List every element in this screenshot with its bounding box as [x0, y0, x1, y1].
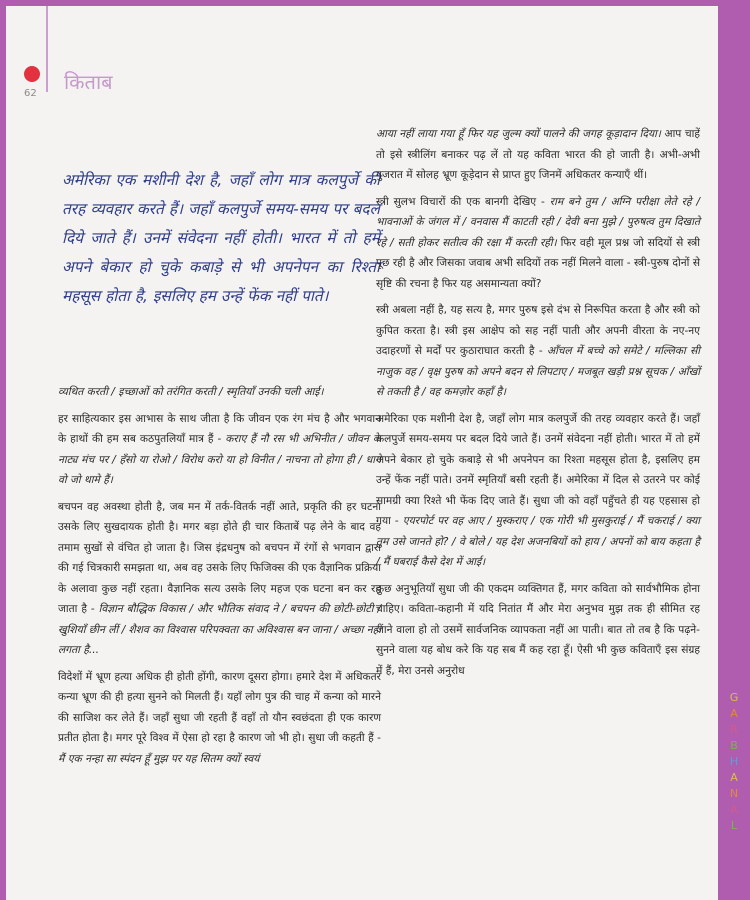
brand-letter: H [729, 755, 741, 768]
poem-excerpt: एयरपोर्ट पर वह आए / मुस्कराए / एक गोरी भी मुसकुराई / मैं चकराई / क्या तुम उसे जानते हो? / वे बोले / यह देश अजनबियों को हाय / अपनों को बाय कहता है / मैं घबराई कैसे देश में आई। [376, 515, 700, 568]
paragraph [376, 192, 700, 295]
paragraph [58, 382, 381, 403]
body-text: अमेरिका एक मशीनी देश है, जहाँ लोग मात्र कलपुर्जे की तरह व्यवहार करते हैं। जहाँ कलपुर्जे समय-समय पर बदल दिये जाते हैं। उनमें संवेदना नहीं होती। भारत में तो हमें अपने बेकार हो चुके कबाड़े से भी अपनेपन का रिश्ता महसूस होता है, इसलिए हम उन्हें फेंक नहीं पाते। उनमें स्मृतियाँ बसी रहती हैं। अमेरिका में दिल से उतरने पर कोई सामग्री क्या रिश्ते भी फेंक दिए जाते हैं। सुधा जी को वहाँ पहुँचते ही यह एहसास हो गया - [376, 412, 700, 527]
body-text: स्त्री अबला नहीं है, यह सत्य है, मगर पुरुष इसे दंभ से निरूपित करता है और स्त्री को कुपित करता है। स्त्री इस आक्षेप को सह नहीं पाती और अपनी वीरता के नए-नए उदाहरणों से मर्दों पर कुठाराघात करती है - [376, 304, 700, 357]
right-column [376, 124, 700, 687]
poem-excerpt: आया नहीं लाया गया हूँ फिर यह जुल्म क्यों पालने की जगह कूड़ादान दिया। [376, 128, 661, 140]
brand-letter: N [729, 787, 741, 800]
body-text: स्त्री सुलभ विचारों की एक बानगी देखिए - [376, 195, 550, 208]
poem-excerpt: मैं एक नन्हा सा स्पंदन हूँ मुझ पर यह सितम क्यों स्वयं [58, 752, 260, 765]
brand-letter: A [730, 707, 740, 720]
pull-quote: अमेरिका एक मशीनी देश है, जहाँ लोग मात्र कलपुर्जे की तरह व्यवहार करते हैं। जहाँ कलपुर्जे समय-समय पर बदल दिये जाते हैं। उनमें संवेदना नहीं होती। भारत में तो हमें अपने बेकार हो चुके कबाड़े से भी अपनेपन का रिश्ता महसूस होता है, इसलिए हम उन्हें फेंक नहीं पाते। [62, 171, 380, 305]
brand-vertical-text [725, 690, 745, 834]
paragraph [58, 667, 381, 770]
paragraph [58, 409, 381, 491]
body-text: हर साहित्यकार इस आभास के साथ जीता है कि जीवन एक रंग मंच है और भगवान के हाथों की हम सब कठपुतलियाँ मात्र हैं - [58, 412, 381, 445]
section-dot-icon [24, 66, 40, 82]
left-column [58, 382, 381, 775]
page-number: 62 [24, 88, 37, 99]
brand-letter: A [730, 771, 740, 784]
brand-letter: A [730, 803, 740, 816]
paragraph [376, 579, 700, 682]
poem-excerpt: विज्ञान बौद्धिक विकास / और भौतिक संवाद ने / बचपन की छोटी-छोटी / खुशियाँ छीन लीं / शैशव का विश्वास परिपक्वता का अविश्वास बन जाना / अच्छा नहीं लगता है... [58, 603, 382, 656]
body-text: बचपन वह अवस्था होती है, जब मन में तर्क-वितर्क नहीं आते, प्रकृति की हर घटना उसके लिए सुखदायक होती है। मगर बड़ा होते ही चार किताबें पढ़ लेने के बाद वह तमाम सुखों से वंचित हो जाता है। जिस इंद्रधनुष को बचपन में रंगों से भगवान द्वारा की गई चित्रकारी समझता था, अब वह उसके लिए फिजिक्स की एक वैज्ञानिक प्रक्रिया के अलावा कुछ नहीं रहता। वैज्ञानिक सत्य उसके लिए महज एक घटना बन कर रह जाता है - [58, 500, 381, 615]
body-text: कुछ अनुभूतियाँ सुधा जी की एकदम व्यक्तिगत हैं, मगर कविता को सार्वभौमिक होना चाहिए। कविता-कहानी में यदि नितांत मैं और मेरा अनुभव मुझ तक ही सीमित रह जाने वाला हो तो उसमें सार्वजनिक व्यापकता नहीं आ पाती। बात तो तब है कि पढ़ने-सुनने वाला यह बोध करे कि यह सब मैं कह रहा हूँ। ऐसी भी कुछ कविताएँ इस संग्रह में हैं, मेरा उनसे अनुरोध [376, 582, 700, 677]
brand-letter: G [729, 691, 741, 704]
brand-letter: L [730, 819, 740, 832]
poem-excerpt: राम बने तुम / अग्नि परीक्षा लेते रहे / भावनाओं के जंगल में / वनवास मैं काटती रही / देवी बना मुझे / पुरुषत्व तुम दिखाते रहे / सती होकर सतीत्व की रक्षा मैं करती रही। [376, 195, 700, 249]
body-text: विदेशों में भ्रूण हत्या अधिक ही होती होंगी, कारण दूसरा होगा। हमारे देश में अधिकतर कन्या भ्रूण की ही हत्या सुनने को मिलती हैं। यहाँ लोग पुत्र की चाह में कन्या को मारने की साजिश कर लेते हैं। जहाँ सुधा जी रहती हैं वहाँ तो यौन स्वछंदता ही एक कारण प्रतीत होता है। मगर पूरे विश्व में ऐसा हो रहा है कारण जो भी हो। सुधा जी कहती हैं - [58, 670, 381, 744]
poem-excerpt: आँचल में बच्चे को समेटे / मल्लिका सी नाजुक वह / वृक्ष पुरुष को अपने बदन से लिपटाए / मजबूत खड़ी प्रश्न सूचक / आँखों से तकती है / वह कमज़ोर कहाँ है। [376, 345, 700, 398]
paragraph [376, 300, 700, 403]
poem-excerpt: कराए हैं नौ रस भी अभिनीत / जीवन के नाट्य मंच पर / हँसो या रोओ / विरोध करो या हो विनीत / नाचना तो होगा ही / धागे वो जो थामे हैं। [58, 433, 381, 486]
paragraph [376, 409, 700, 573]
section-title: किताब [64, 70, 113, 94]
body-text: आप चाहें तो इसे स्त्रीलिंग बनाकर पढ़ लें तो यह कविता भारत की हो जाती है। अभी-अभी गुजरात में सोलह भ्रूण कूड़ेदान से प्राप्त हुए जिनमें अधिकतर कन्याएँ थीं। [376, 128, 700, 181]
body-text: फिर वही मूल प्रश्न जो सदियों से स्त्री पूछ रही है और जिसका जवाब अभी सदियों तक नहीं मिलने वाला - स्त्री-पुरुष दोनों से सृष्टि की रचना है फिर यह असमान्यता क्यों? [376, 236, 700, 290]
paragraph [58, 497, 381, 661]
paper-sheet [6, 6, 718, 900]
paragraph [376, 124, 700, 186]
brand-letter: B [730, 739, 740, 752]
poem-excerpt: व्यथित करती / इच्छाओं को तरंगित करती / स्मृतियाँ उनकी चली आई। [58, 386, 324, 398]
brand-letter: R [730, 723, 740, 736]
margin-rule [46, 6, 48, 92]
